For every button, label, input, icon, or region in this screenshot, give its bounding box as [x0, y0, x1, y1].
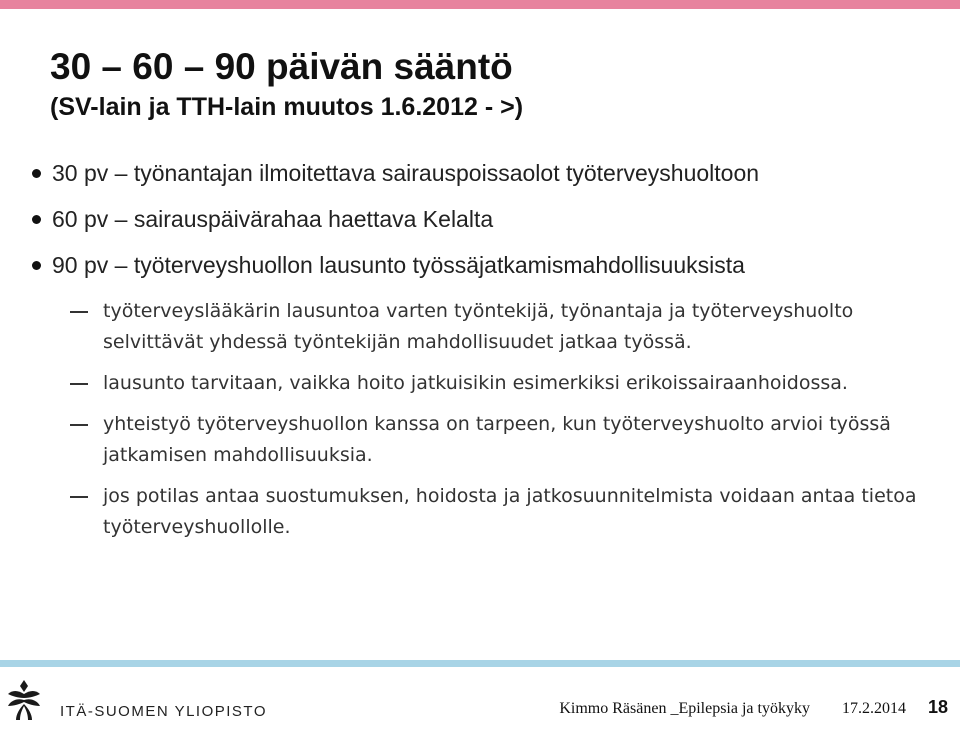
university-name: ITÄ-SUOMEN YLIOPISTO	[60, 703, 267, 720]
slide-title: 30 – 60 – 90 päivän sääntö	[50, 46, 513, 87]
bullet-list	[32, 158, 952, 296]
bullet-item: 30 pv – työnantajan ilmoitettava sairauspoissaolot työterveyshuoltoon	[32, 158, 952, 188]
bullet-item: 90 pv – työterveyshuollon lausunto työssäjatkamismahdollisuuksista	[32, 250, 952, 280]
dash-icon	[70, 383, 88, 385]
top-accent-bar	[0, 0, 960, 9]
sub-bullet-text: lausunto tarvitaan, vaikka hoito jatkuisikin esimerkiksi erikoissairaanhoidossa.	[103, 372, 848, 394]
sub-bullet-text: yhteistyö työterveyshuollon kanssa on tarpeen, kun työterveyshuolto arvioi työssä jatkamisen mahdollisuuksia.	[103, 413, 891, 466]
sub-bullet-item	[70, 296, 950, 358]
sub-bullet-text: työterveyslääkärin lausuntoa varten työntekijä, työnantaja ja työterveyshuolto selvittävät yhdessä työntekijän mahdollisuudet jatkaa työssä.	[103, 300, 854, 353]
sub-bullet-item	[70, 481, 950, 543]
sub-bullet-item	[70, 409, 950, 471]
slide-subtitle: (SV-lain ja TTH-lain muutos 1.6.2012 - >)	[50, 93, 524, 121]
dash-icon	[70, 311, 88, 313]
sub-bullet-text: jos potilas antaa suostumuksen, hoidosta ja jatkosuunnitelmista voidaan antaa tietoa työterveyshuollolle.	[103, 485, 917, 538]
bullet-item: 60 pv – sairauspäivärahaa haettava Kelalta	[32, 204, 952, 234]
university-logo-icon	[6, 676, 42, 722]
dash-icon	[70, 424, 88, 426]
sub-bullet-item	[70, 368, 950, 399]
title-block	[50, 45, 523, 123]
slide-footer	[559, 697, 948, 718]
bottom-accent-bar	[0, 660, 960, 667]
footer-author: Kimmo Räsänen _Epilepsia ja työkyky	[559, 700, 810, 717]
dash-icon	[70, 496, 88, 498]
footer-date: 17.2.2014	[841, 700, 906, 717]
sub-bullet-list	[70, 296, 950, 553]
page-number: 18	[927, 697, 948, 717]
